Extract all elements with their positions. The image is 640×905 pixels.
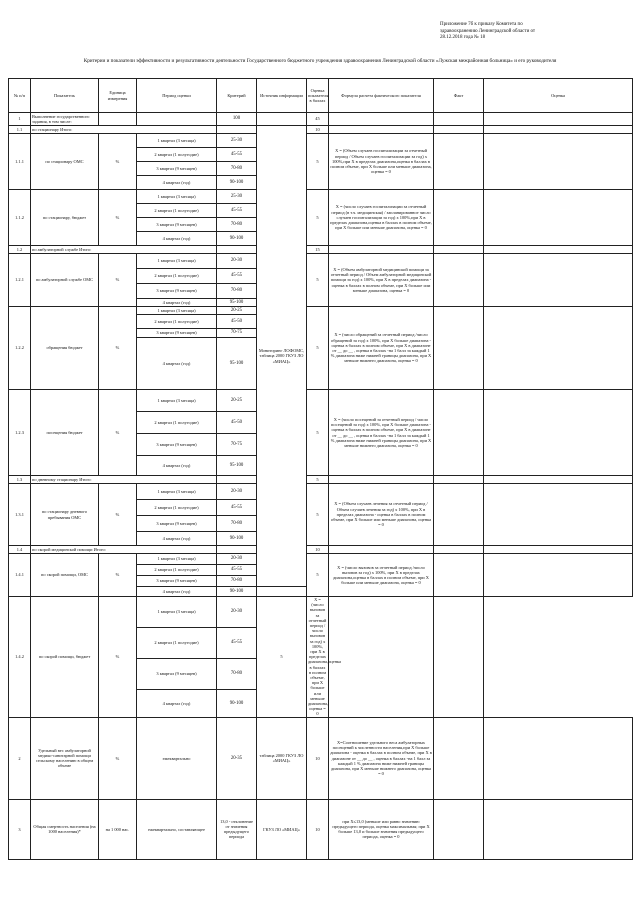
table-header-row — [9, 79, 633, 113]
col-unit: Единица измерения — [99, 79, 137, 113]
table-row — [9, 113, 633, 126]
col-period: Период оценки — [137, 79, 217, 113]
document-header — [440, 22, 635, 42]
col-score: Оценка — [484, 79, 633, 113]
section-row: 1.4 по скорой медицинской помощи Итого: 10 — [9, 546, 633, 554]
table-row: 3 Общая смертность населения (на 1000 населения)* на 1 000 нас. ежеквартально, составляющее 13,0 - отклонение от значения предыдущего периода ГКУЗ ЛО «МИАЦ» 10 при X≤13,0 (меньше или равно значению предыдущего периода, оценка максимальная; при X больше 13,0 и больше значения предыдущего периода, оценка = 0 — [9, 799, 633, 859]
table-row: 2 Удельный вес амбулаторной медико-санитарной помощи сельскому населению в общем объеме % ежеквартально 20-35 таблица 2000 ГКУЗ ЛО «МИАЦ» 10 X=Соотношение удельного веса амбулаторных посещений к численности населения,при X больше диапазона - оценка в баллах в полном объеме, при X в диапазоне от __ до __ , оценка в баллах -на 1 балл за каждый 1 % диапазона ниже нижней границы диапазона, при X меньше нижнего диапазона, оценка = 0 — [9, 717, 633, 799]
col-source: Источник информации — [257, 79, 307, 113]
table-row: 1.2.1 по амбулаторной службе ОМС % 1 квартал (3 месяца) 20-30 5 X = (Объем амбулаторной медицинской помощи за отчетный период / Объем амбулаторной медицинской помощи за год) х 100%, при X в пределах диапазона - оценка в баллах в полном объеме, при X больше или меньше диапазона, оценка = 0 — [9, 254, 633, 269]
row-weight: 45 — [307, 113, 329, 126]
section-row: 1.1 по стационару Итого: Мониторинг ЛОФОМС, таблица 2000 ГКУЗ ЛО «МИАЦ» 10 — [9, 126, 633, 134]
row-name: Выполнение государственного задания, в том числе: — [31, 113, 99, 126]
col-formula: Формула расчета фактического показателя — [329, 79, 434, 113]
source-cell: Мониторинг ЛОФОМС, таблица 2000 ГКУЗ ЛО «МИАЦ» — [257, 126, 307, 587]
table-row: 1.4.2 по скорой помощи, бюджет % 1 квартал (3 месяца) 20-30 5 X = (число вызовов за отчетный период /число вызовов за год) х 100%, при X в пределах диапазона,оценка в баллах в полном объеме, при X больше или меньше диапазона, оценка = 0 — [9, 597, 633, 628]
col-weight: Оценка показателя в баллах — [307, 79, 329, 113]
section-row: 1.3 по дневному стационару Итого: 5 — [9, 476, 633, 484]
header-line-1: Приложение 7б к приказу Комитета по — [440, 22, 523, 27]
col-indicator: Показатель — [31, 79, 99, 113]
col-fact: Факт — [434, 79, 484, 113]
table-row: 1.2.2 обращения бюджет % 1 квартал (3 месяца) 20-25 5 X = (число обращений за отчетный период /число обращений за год) х 100%, при X больше диапазона - оценка в баллах в полном объеме, при X в диапазоне от __ до __ , оценка в баллах -на 1 балл за каждый 1 % диапазона ниже нижней границы диапазона, при X меньше нижнего диапазона, оценка = 0 — [9, 307, 633, 315]
document-title: Критерии и показатели эффективности и результативности деятельности Государственного бюджетного учреждения здравоохранения Ленинградской области «Лужская межрайонная больница» и его руководителя — [83, 58, 557, 64]
table-row: 1.3.1 по стационару дневного пребывания ОМС % 1 квартал (3 месяца) 20-30 5 X = (Объем случаев лечения за отчетный период / Объем случаев лечения за год) х 100%, при X в пределах диапазона - оценка в баллах в полном объеме, при X больше или меньше диапазона, оценка = 0 — [9, 484, 633, 500]
table-row: 1.1.2 по стационару, бюджет % 1 квартал (3 месяца) 25-30 5 X = (число случаев госпитализации за отчетный период (в т.ч. медицинская) / запланированное число случаев госпитализации за год) х 100%,при X в пределах диапазона,оценка в баллах в полном объеме, при X больше или меньше диапазона, оценка = 0 — [9, 190, 633, 204]
table-row: 1.4.1 по скорой помощи, ОМС % 1 квартал (3 месяца) 20-30 5 X = (число вызовов за отчетный период /число вызовов за год) х 100%, при X в пределах диапазона,оценка в баллах в полном объеме, при X больше или меньше диапазона, оценка = 0 — [9, 554, 633, 565]
section-row: 1.2 по амбулаторной службе Итого: 15 — [9, 246, 633, 254]
table-row: 1.1.1 по стационару ОМС % 1 квартал (3 месяца) 25-30 5 X = (Объем случаев госпитализации за отчетный период / Объем случаев госпитализации за год) х 100%,при X в пределах диапазона,оценка в баллах в полном объеме, при X больше или меньше диапазона, оценка = 0 — [9, 134, 633, 148]
row-criterion: 100 — [217, 113, 257, 126]
header-line-3: 28.12.2018 года № 18 — [440, 35, 486, 40]
table-row: 1.2.3 посещения бюджет % 1 квартал (3 месяца) 20-25 5 X = (число посещений за отчетный период / число посещений за год) х 100%, при X больше диапазона - оценка в баллах в полном объеме, при X в диапазоне от __ до __ , оценка в баллах -на 1 балл за каждый 1 % диапазона ниже нижней границы диапазона, при X меньше нижнего диапазона, оценка = 0 — [9, 390, 633, 412]
criteria-table: № п/п Показатель Единица измерения Период оценки Критерий Источник информации Оценка показателя в баллах Формула расчета фактического показателя Факт Оценка 1 Выполнение государственного задания, в том числе: 100 45 1.1 по стационару Итого: Мониторинг ЛОФОМС, таблица 2000 ГКУЗ ЛО «МИАЦ» 10 1.1.1 по стационару ОМС % 1 квартал (3 месяца) 25-30 5 X = (Объем случаев госпитализации за отчетный период / Объем случаев госпитализации за год) х 100%,при X в пределах диапазона,оценка в баллах в полном объеме, при X больше или меньше диапазона, оценка = 0 2 квартал (1 полугодие) 45-55 3 квартал (9 месяцев) 70-80 4 квартал (год) 90-100 1.1.2 по стационару, бюджет % 1 квартал (3 месяца) 25-30 5 X = (число случаев госпитализации за отчетный период (в т.ч. медицинская) / запланированное число случаев госпитализации за год) х 100%,при X в пределах диапазона,оценка в баллах в полном объеме, при X больше или меньше диапазона, оценка = 0 2 квартал (1 полугодие) 45-55 3 квартал (9 месяцев) 70-80 4 квартал (год) 90-100 1.2 по амбулаторной службе Итого: 15 1.2.1 по амбулаторной службе ОМС % 1 квартал (3 месяца) 20-30 5 X = (Объем амбулаторной медицинской помощи за отчетный период / Объем амбулаторной медицинской помощи за год) х 100%, при X в пределах диапазона - оценка в баллах в полном объеме, при X больше или меньше диапазона, оценка = 0 2 квартал (1 полугодие) 45-55 3 квартал (9 месяцев) 70-80 4 квартал (год) 95-100 1.2.2 обращения бюджет % 1 квартал (3 месяца) 20-25 5 X = (число обращений за отчетный период /число обращений за год) х 100%, при X больше диапазона - оценка в баллах в полном объеме, при X в диапазоне от __ до __ , оценка в баллах -на 1 балл за каждый 1 % диапазона ниже нижней границы диапазона, при X меньше нижнего диапазона, оценка = 0 2 квартал (1 полугодие) 45-50 3 квартал (9 месяцев) 70-75 4 квартал (год) 95-100 1.2.3 посещения бюджет % 1 квартал (3 месяца) 20-25 5 X = (число посещений за отчетный период / число посещений за год) х 100%, при X больше диапазона - оценка в баллах в полном объеме, при X в диапазоне от __ до __ , оценка в баллах -на 1 балл за каждый 1 % диапазона ниже нижней границы диапазона, при X меньше нижнего диапазона, оценка = 0 2 квартал (1 полугодие) 45-50 3 квартал (9 месяцев) 70-75 4 квартал (год) 95-100 1.3 по дневному стационару Итого: 5 1.3.1 по стационару дневного пребывания ОМС % 1 квартал (3 месяца) 20-30 5 X = (Объем случаев лечения за отчетный период / Объем случаев лечения за год) х 100%, при X в пределах диапазона - оценка в баллах в полном объеме, при X больше или меньше диапазона, оценка = 0 2 квартал (1 полугодие) 45-55 3 квартал (9 месяцев) 70-80 4 квартал (год) 90-100 1.4 по скорой медицинской помощи Итого: 10 1.4.1 по скорой помощи, ОМС % 1 квартал (3 месяца) 20-30 5 X = (число вызовов за отчетный период /число вызовов за год) х 100%, при X в пределах диапазона,оценка в баллах в полном объеме, при X больше или меньше диапазона, оценка = 0 2 квартал (1 полугодие) 45-55 3 квартал (9 месяцев) 70-80 4 квартал (год) 90-100 1.4.2 по скорой помощи, бюджет % 1 квартал (3 месяца) 20-30 5 X = (число вызовов за отчетный период /число вызовов за год) х 100%, при X в пределах диапазона,оценка в баллах в полном объеме, при X больше или меньше диапазона, оценка = 0 2 квартал (1 полугодие) 45-55 3 квартал (9 месяцев) 70-80 4 квартал (год) 90-100 2 Удельный вес амбулаторной медико-санитарной помощи сельскому населению в общем объеме % ежеквартально 20-35 таблица 2000 ГКУЗ ЛО «МИАЦ» 10 X=Соотношение удельного веса амбулаторных посещений к численности населения,при X больше диапазона - оценка в баллах в полном объеме, при X в диапазоне от __ до __ , оценка в баллах -на 1 балл за каждый 1 % диапазона ниже нижней границы диапазона, при X меньше нижнего диапазона, оценка = 0 3 Общая смертность населения (на 1000 населения)* на 1 000 нас. ежеквартально, составляющее 13,0 - отклонение от значения предыдущего периода ГКУЗ ЛО «МИАЦ» 10 при X≤13,0 (меньше или равно значению предыдущего периода, оценка максимальная; при X больше 13,0 и больше значения предыдущего периода, оценка = 0 — [8, 78, 633, 860]
col-criterion: Критерий — [217, 79, 257, 113]
header-line-2: здравоохранению Ленинградской области от — [440, 28, 536, 34]
col-num: № п/п — [9, 79, 31, 113]
row-num: 1 — [9, 113, 31, 126]
